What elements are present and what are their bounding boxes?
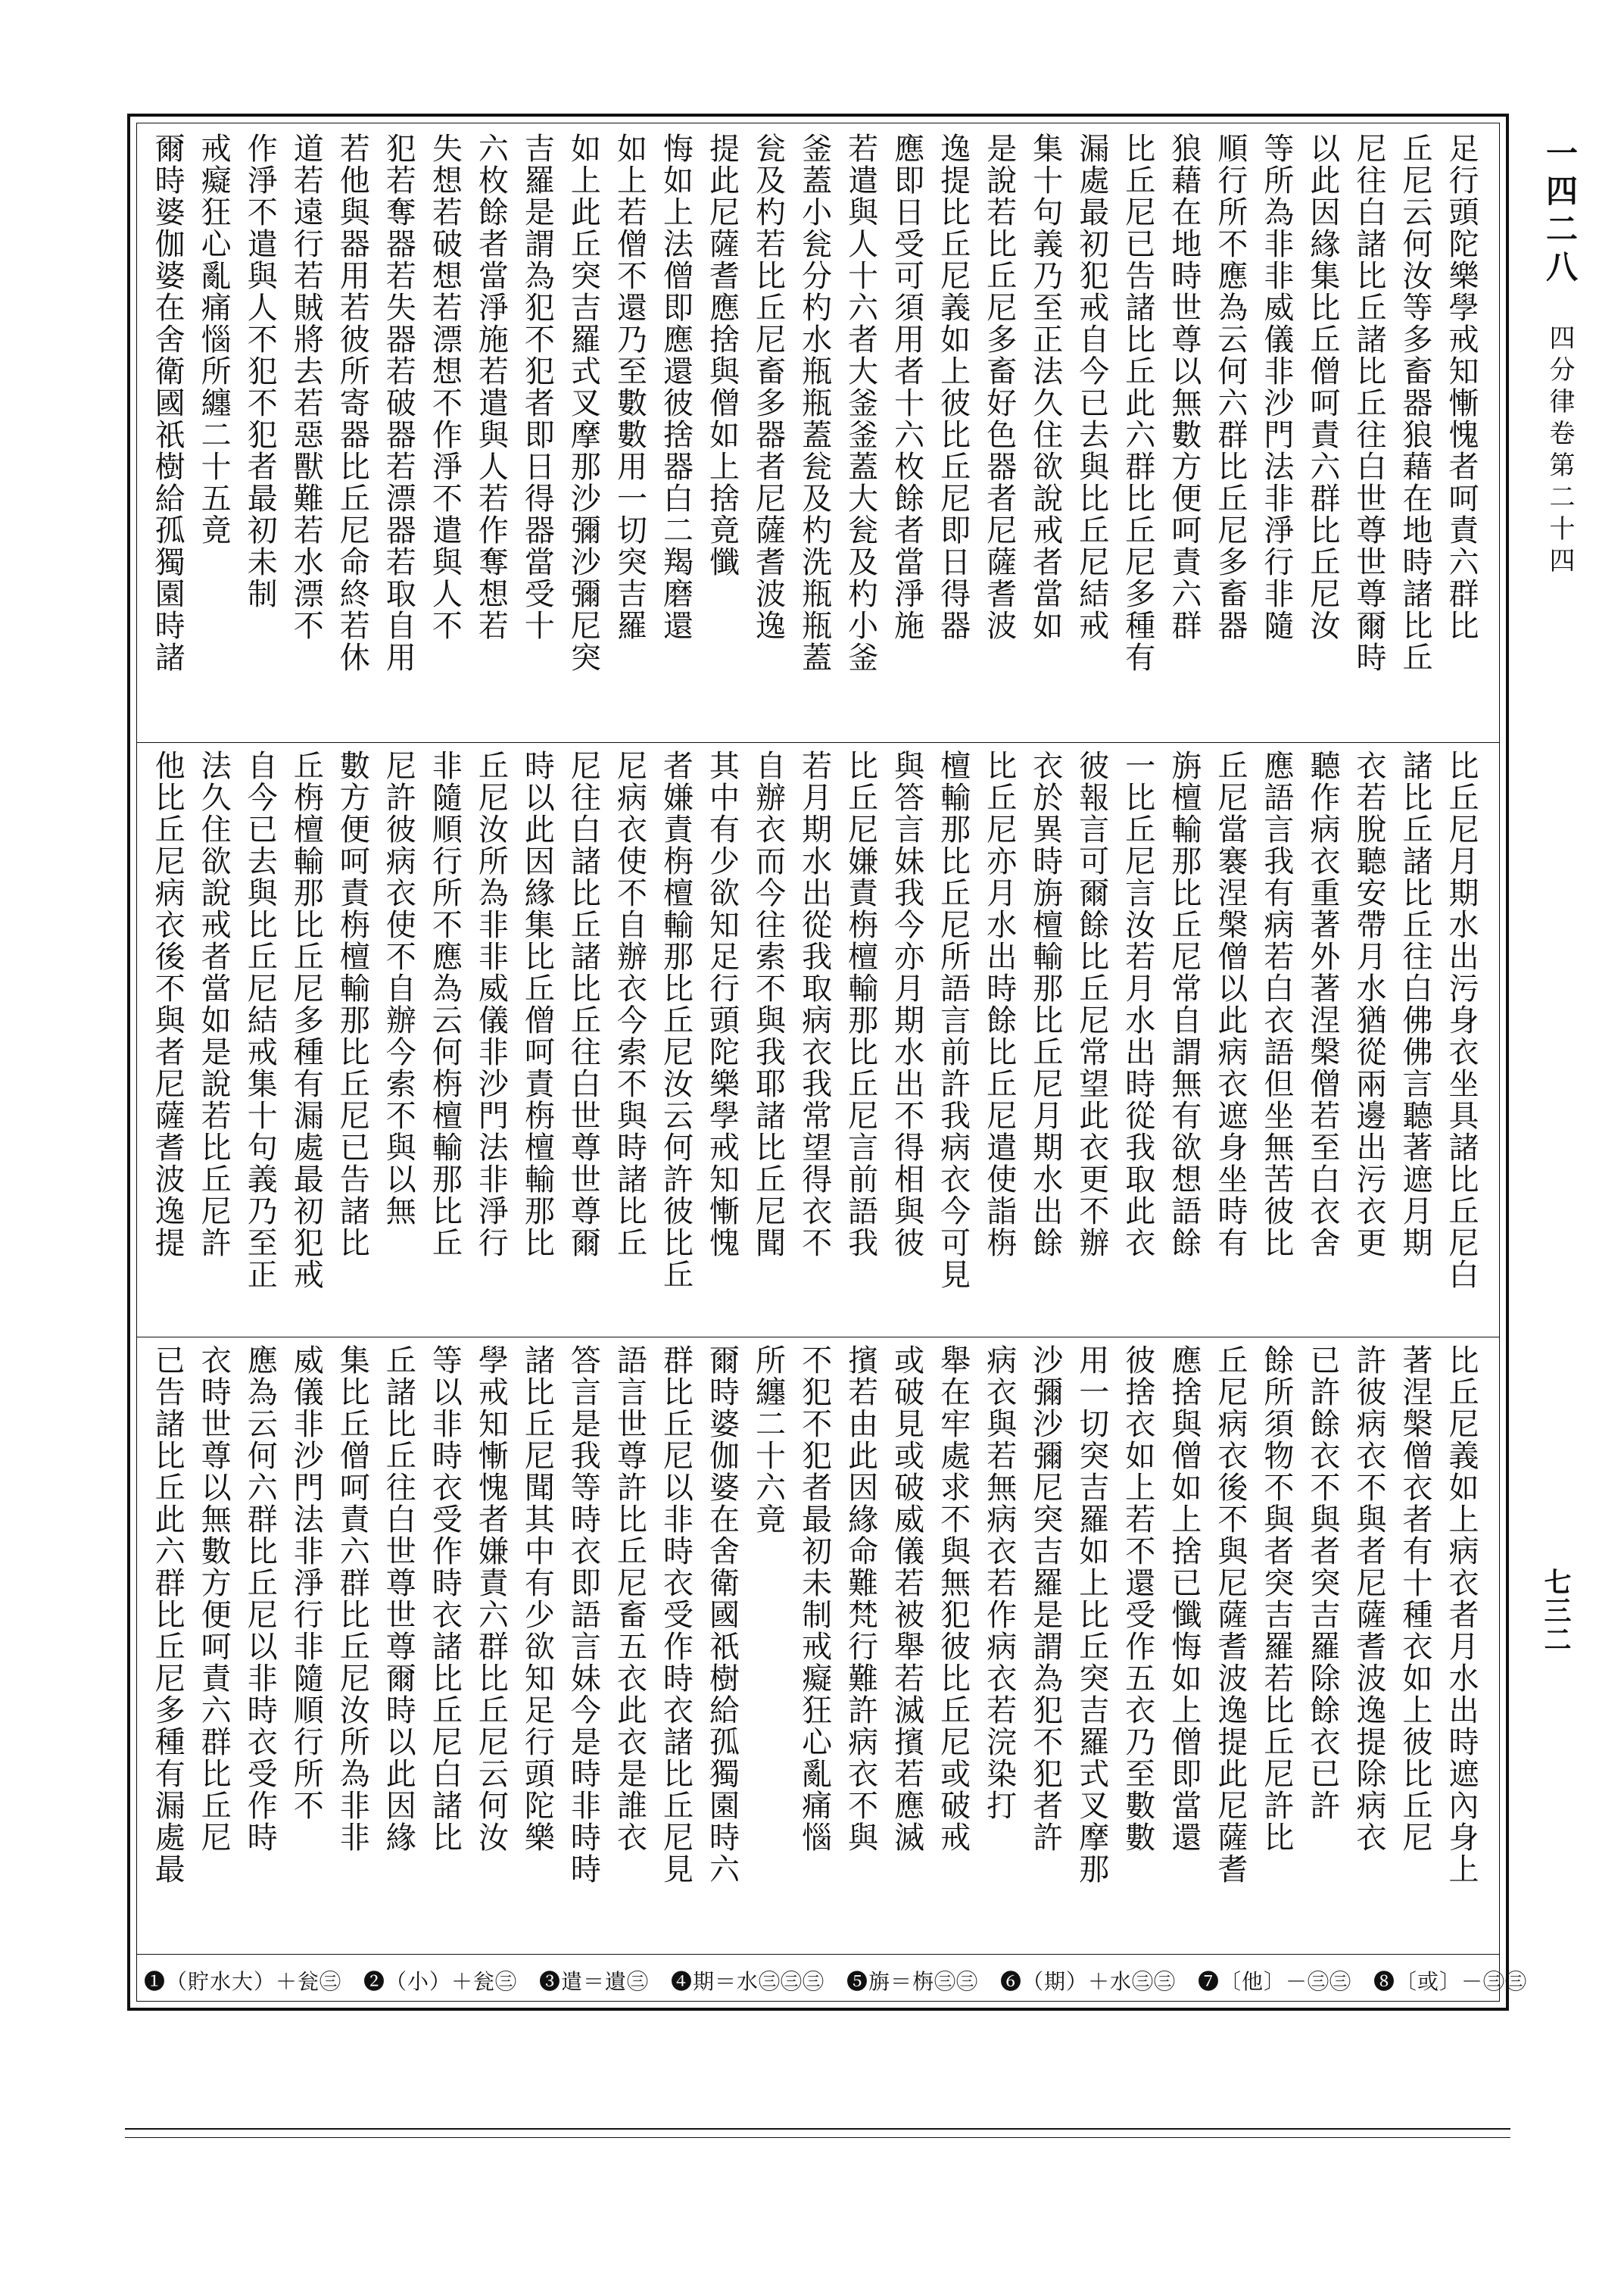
text-column: 漏處最初犯戒自今已去與比丘尼結戒: [1074, 133, 1109, 641]
text-column: 丘尼當褰涅槃僧以此病衣遮身坐時有: [1212, 750, 1248, 1259]
text-column: 丘尼汝所為非非威儀非沙門法非淨行: [473, 750, 509, 1259]
text-column: 語言世尊許比丘尼畜五衣此衣是誰衣: [612, 1344, 647, 1853]
bottom-rule: [125, 2128, 1510, 2130]
text-column: 衣若脫聽安帶月水猶從兩邊出污衣更: [1351, 750, 1386, 1259]
text-column: 應為云何六群比丘尼以非時衣受作時: [242, 1344, 278, 1853]
text-column: 比丘尼月期水出污身衣坐具諸比丘尼白: [1444, 750, 1479, 1290]
text-column: 自今已去與比丘尼結戒集十句義乃至正: [242, 750, 278, 1290]
text-column: 以此因緣集比丘僧呵責六群比丘尼汝: [1304, 133, 1340, 641]
text-column: 諸比丘尼聞其中有少欲知足行頭陀樂: [519, 1344, 555, 1853]
text-column: 已告諸比丘此六群比丘尼多種有漏處最: [150, 1344, 185, 1885]
text-column: 與答言妹我今亦月期水出不得相與彼: [889, 750, 924, 1259]
text-column: 非隨順行所不應為云何栴檀輸那比丘: [427, 750, 463, 1259]
text-column: 沙彌沙彌尼突吉羅是謂為犯不犯者許: [1027, 1344, 1063, 1853]
text-column: 集十句義乃至正法久住欲說戒者當如: [1027, 133, 1063, 641]
text-column: 或破見或破威儀若被舉若滅擯若應滅: [889, 1344, 924, 1853]
text-column: 若月期水出從我取病衣我常望得衣不: [796, 750, 832, 1259]
text-column: 許彼病衣不與者尼薩耆波逸提除病衣: [1351, 1344, 1386, 1853]
text-column: 丘尼病衣後不與尼薩耆波逸提此尼薩耆: [1212, 1344, 1248, 1885]
text-column: 檀輸那比丘尼所語言前許我病衣今可見: [935, 750, 971, 1290]
text-column: 若遣與人十六者大釜釜蓋大瓮及杓小釜: [843, 133, 878, 673]
text-column: 足行頭陀樂學戒知慚愧者呵責六群比: [1444, 133, 1479, 641]
text-column: 應捨與僧如上捨已懺悔如上僧即當還: [1166, 1344, 1202, 1853]
text-column: 不犯不犯者最初未制戒癡狂心亂痛惱: [796, 1344, 832, 1853]
bottom-rule-thin: [125, 2137, 1510, 2138]
text-block-middle: [148, 750, 1488, 1333]
block-divider: [136, 1954, 1500, 1955]
text-column: 尼許彼病衣使不自辦今索不與以無: [381, 750, 416, 1227]
text-column: 戒癡狂心亂痛惱所纏二十五竟: [196, 133, 232, 546]
text-column: 衣於異時旃檀輸那比丘尼月期水出餘: [1027, 750, 1063, 1259]
text-column: 所纏二十六竟: [750, 1344, 786, 1535]
text-column: 集比丘僧呵責六群比丘尼汝所為非非: [335, 1344, 370, 1853]
text-column: 比丘尼亦月水出時餘比丘尼遣使詣栴: [981, 750, 1017, 1259]
text-column: 比丘尼已告諸比丘此六群比丘尼多種有: [1120, 133, 1155, 673]
text-block-upper: [148, 133, 1488, 738]
text-column: 群比丘尼以非時衣受作時衣諸比丘尼見: [658, 1344, 694, 1885]
text-column: 衣時世尊以無數方便呵責六群比丘尼: [196, 1344, 232, 1853]
text-column: 擯若由此因緣命難梵行難許病衣不與: [843, 1344, 878, 1853]
text-column: 作淨不遣與人不犯不犯者最初未制: [242, 133, 278, 610]
text-column: 尼往白諸比丘諸比丘往白世尊世尊爾時: [1351, 133, 1386, 673]
text-column: 用一切突吉羅如上比丘突吉羅式叉摩那: [1074, 1344, 1109, 1885]
text-column: 自辦衣而今往索不與我耶諸比丘尼聞: [750, 750, 786, 1259]
text-column: 吉羅是謂為犯不犯者即日得器當受十: [519, 133, 555, 641]
text-column: 爾時婆伽婆在舍衛國祇樹給孤獨園時六: [704, 1344, 740, 1885]
text-column: 病衣與若無病衣若作病衣若浣染打: [981, 1344, 1017, 1821]
text-column: 丘栴檀輸那比丘尼多種有漏處最初犯戒: [288, 750, 324, 1290]
text-column: 者嫌責栴檀輸那比丘尼汝云何許彼比丘: [658, 750, 694, 1290]
text-column: 道若遠行若賊將去若惡獸難若水漂不: [288, 133, 324, 641]
text-column: 尼往白諸比丘諸比丘往白世尊世尊爾: [566, 750, 601, 1259]
text-column: 是說若比丘尼多畜好色器者尼薩耆波: [981, 133, 1017, 641]
text-column: 旃檀輸那比丘尼常自謂無有欲想語餘: [1166, 750, 1202, 1259]
text-column: 犯若奪器若失器若破器若漂器若取自用: [381, 133, 416, 673]
block-divider: [136, 742, 1500, 743]
text-column: 尼病衣使不自辦衣今索不與時諸比丘: [612, 750, 647, 1259]
text-column: 彼捨衣如上若不還受作五衣乃至數數: [1120, 1344, 1155, 1853]
text-column: 數方便呵責栴檀輸那比丘尼已告諸比: [335, 750, 370, 1259]
text-column: 答言是我等時衣即語言妹今是時非時時: [566, 1344, 601, 1885]
margin-page-number: 七三二: [1540, 1568, 1572, 1654]
text-column: 釜蓋小瓮分杓水瓶瓶蓋瓮及杓洗瓶瓶蓋: [796, 133, 832, 673]
text-column: 提此尼薩耆應捨與僧如上捨竟懺: [704, 133, 740, 578]
text-column: 比丘尼嫌責栴檀輸那比丘尼言前語我: [843, 750, 878, 1259]
text-column: 丘諸比丘往白世尊世尊爾時以此因緣: [381, 1344, 416, 1853]
text-column: 餘所須物不與者突吉羅若比丘尼許比: [1258, 1344, 1294, 1853]
text-column: 比丘尼義如上病衣者月水出時遮內身上: [1444, 1344, 1479, 1885]
text-column: 若他與器用若彼所寄器比丘尼命終若休: [335, 133, 370, 673]
page-number: 一四二八: [1541, 136, 1579, 288]
text-column: 順行所不應為云何六群比丘尼多畜器: [1212, 133, 1248, 641]
text-column: 狼藉在地時世尊以無數方便呵責六群: [1166, 133, 1202, 641]
text-column: 失想若破想若漂想不作淨不遣與人不: [427, 133, 463, 641]
text-column: 如上此丘突吉羅式叉摩那沙彌沙彌尼突: [566, 133, 601, 673]
text-column: 六枚餘者當淨施若遣與人若作奪想若: [473, 133, 509, 641]
text-column: 諸比丘諸比丘往白佛佛言聽著遮月期: [1397, 750, 1432, 1259]
text-column: 其中有少欲知足行頭陀樂學戒知慚愧: [704, 750, 740, 1259]
text-column: 等所為非非威儀非沙門法非淨行非隨: [1258, 133, 1294, 641]
text-column: 舉在牢處求不與無犯彼比丘尼或破戒: [935, 1344, 971, 1853]
page-header: [1529, 136, 1582, 579]
text-column: 學戒知慚愧者嫌責六群比丘尼云何汝: [473, 1344, 509, 1853]
text-column: 著涅槃僧衣者有十種衣如上彼比丘尼: [1397, 1344, 1432, 1853]
text-column: 他比丘尼病衣後不與者尼薩耆波逸提: [150, 750, 185, 1259]
text-column: 丘尼云何汝等多畜器狼藉在地時諸比丘: [1397, 133, 1432, 673]
text-column: 聽作病衣重著外著涅槃僧若至白衣舍: [1304, 750, 1340, 1259]
text-column: 一比丘尼言汝若月水出時從我取此衣: [1120, 750, 1155, 1259]
text-column: 悔如上法僧即應還彼捨器白二羯磨還: [658, 133, 694, 641]
text-column: 爾時婆伽婆在舍衛國祇樹給孤獨園時諸: [150, 133, 185, 673]
text-column: 彼報言可爾餘比丘尼常望此衣更不辦: [1074, 750, 1109, 1259]
text-block-lower: [148, 1344, 1488, 1950]
text-column: 已許餘衣不與者突吉羅除餘衣已許: [1304, 1344, 1340, 1821]
text-column: 如上若僧不還乃至數數用一切突吉羅: [612, 133, 647, 641]
text-column: 時以此因緣集比丘僧呵責栴檀輸那比: [519, 750, 555, 1259]
text-column: 法久住欲說戒者當如是說若比丘尼許: [196, 750, 232, 1259]
footnotes: ❶（貯水大）＋瓮㊂ ❷（小）＋瓮㊂ ❸遣＝遺㊂ ❹期＝水㊂㊂㊂ ❺旃＝栴㊂㊂ ❻（期）＋水㊂㊂ ❼〔他〕－㊂㊂ ❽〔或〕－㊂㊂: [144, 1969, 1528, 1994]
text-column: 等以非時衣受作時衣諸比丘尼白諸比: [427, 1344, 463, 1853]
volume-title: 四分律卷第二十四: [1545, 324, 1575, 579]
text-column: 應語言我有病若白衣語但坐無苦彼比: [1258, 750, 1294, 1259]
text-column: 逸提比丘尼義如上彼比丘尼即日得器: [935, 133, 971, 641]
text-column: 威儀非沙門法非淨行非隨順行所不: [288, 1344, 324, 1821]
text-column: 瓮及杓若比丘尼畜多器者尼薩耆波逸: [750, 133, 786, 641]
text-column: 應即日受可須用者十六枚餘者當淨施: [889, 133, 924, 641]
